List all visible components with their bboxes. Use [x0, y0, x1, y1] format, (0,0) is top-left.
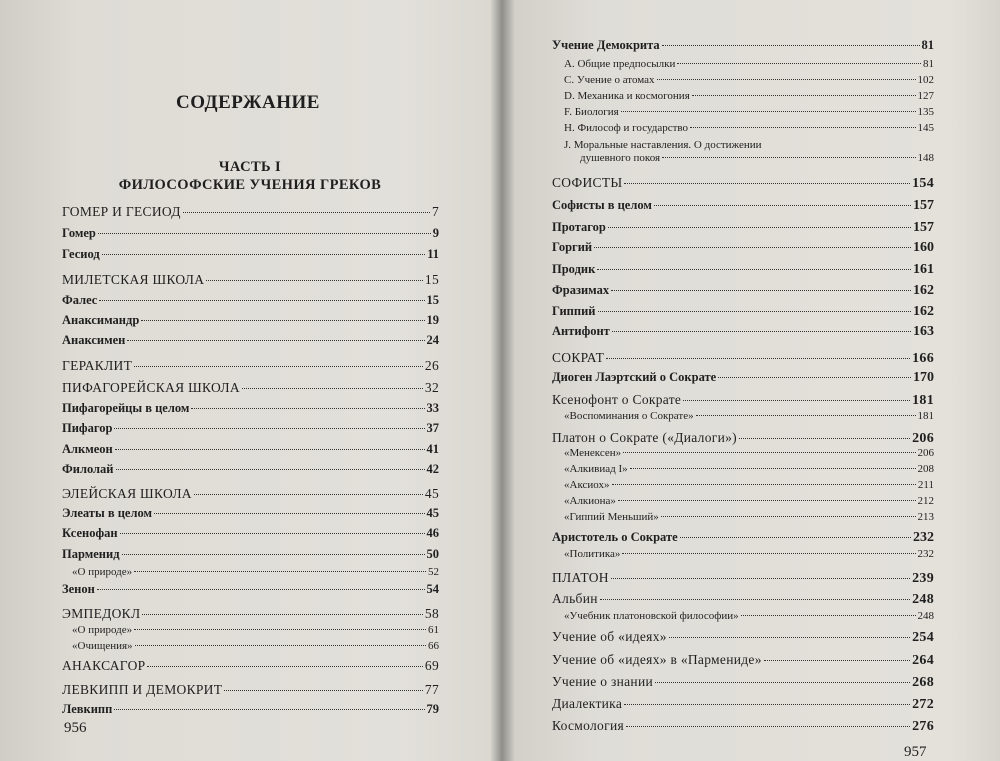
toc-entry: ГЕРАКЛИТ 26 — [62, 358, 439, 373]
toc-entry: Фразимах 162 — [552, 283, 934, 298]
toc-entry: ЛЕВКИПП И ДЕМОКРИТ 77 — [62, 682, 439, 697]
toc-entry: H. Философ и государство 145 — [564, 122, 934, 134]
toc-entry: Филолай 42 — [62, 462, 439, 476]
toc-entry-multiline: J. Моральные наставления. О достижении — [564, 139, 762, 151]
toc-entry: Диоген Лаэртский о Сократе 170 — [552, 370, 934, 385]
toc-entry: Фалес 15 — [62, 293, 439, 307]
part-title: ФИЛОСОФСКИЕ УЧЕНИЯ ГРЕКОВ — [118, 177, 382, 193]
toc-entry: Элеаты в целом 45 — [62, 506, 439, 520]
toc-entry: СОКРАТ 166 — [552, 350, 934, 366]
toc-entry: Ксенофонт о Сократе 181 — [552, 392, 934, 408]
toc-entry: «Гиппий Меньший» 213 — [564, 511, 934, 523]
toc-entry: Ксенофан 46 — [62, 526, 439, 540]
toc-entry: Софисты в целом 157 — [552, 198, 934, 213]
part-number: ЧАСТЬ I — [218, 159, 282, 175]
part-heading — [60, 158, 440, 194]
toc-entry: Парменид 50 — [62, 547, 439, 561]
toc-entry: Анаксимен 24 — [62, 333, 439, 347]
toc-entry: Пифагорейцы в целом 33 — [62, 401, 439, 415]
toc-entry: C. Учение о атомах 102 — [564, 74, 934, 86]
toc-entry: Гомер 9 — [62, 226, 439, 240]
toc-entry: душевного покоя 148 — [580, 152, 934, 164]
toc-entry: D. Механика и космогония 127 — [564, 90, 934, 102]
toc-entry: «Менексен» 206 — [564, 447, 934, 459]
toc-entry: «Очищения» 66 — [72, 640, 439, 652]
toc-entry: Учение о знании 268 — [552, 674, 934, 690]
toc-entry: «О природе» 61 — [72, 624, 439, 636]
toc-entry: «Алкиона» 212 — [564, 495, 934, 507]
toc-entry: Космология 276 — [552, 718, 934, 734]
toc-entry: ЭМПЕДОКЛ 58 — [62, 606, 439, 621]
toc-entry: Горгий 160 — [552, 240, 934, 255]
toc-entry: Алкмеон 41 — [62, 442, 439, 456]
toc-entry: «Политика» 232 — [564, 548, 934, 560]
toc-entry: ПИФАГОРЕЙСКАЯ ШКОЛА 32 — [62, 380, 439, 395]
toc-entry: Зенон 54 — [62, 582, 439, 596]
page-number: 956 — [64, 720, 87, 736]
toc-entry: ЭЛЕЙСКАЯ ШКОЛА 45 — [62, 486, 439, 501]
toc-entry: ГОМЕР И ГЕСИОД 7 — [62, 204, 439, 219]
toc-entry: Платон о Сократе («Диалоги») 206 — [552, 430, 934, 446]
toc-entry: Продик 161 — [552, 262, 934, 277]
toc-entry: «Учебник платоновской философии» 248 — [564, 610, 934, 622]
toc-entry: «Воспоминания о Сократе» 181 — [564, 410, 934, 422]
toc-entry: ПЛАТОН 239 — [552, 570, 934, 586]
toc-entry: МИЛЕТСКАЯ ШКОЛА 15 — [62, 272, 439, 287]
toc-entry: «Аксиох» 211 — [564, 479, 934, 491]
toc-entry: Учение Демокрита 81 — [552, 38, 934, 52]
toc-entry: A. Общие предпосылки 81 — [564, 58, 934, 70]
toc-entry: Альбин 248 — [552, 591, 934, 607]
toc-entry: АНАКСАГОР 69 — [62, 658, 439, 673]
toc-entry: Анаксимандр 19 — [62, 313, 439, 327]
toc-entry: СОФИСТЫ 154 — [552, 175, 934, 191]
toc-entry: Учение об «идеях» 254 — [552, 629, 934, 645]
toc-entry: Аристотель о Сократе 232 — [552, 530, 934, 545]
toc-entry: «Алкивиад I» 208 — [564, 463, 934, 475]
toc-entry: Антифонт 163 — [552, 324, 934, 339]
toc-entry: Пифагор 37 — [62, 421, 439, 435]
page-title: СОДЕРЖАНИЕ — [176, 92, 320, 113]
toc-entry: «О природе» 52 — [72, 566, 439, 578]
toc-entry: F. Биология 135 — [564, 106, 934, 118]
toc-entry: Учение об «идеях» в «Пармениде» 264 — [552, 652, 934, 668]
toc-entry: Диалектика 272 — [552, 696, 934, 712]
toc-entry: Левкипп 79 — [62, 702, 439, 716]
toc-entry: Гиппий 162 — [552, 304, 934, 319]
page-number: 957 — [904, 744, 927, 760]
toc-entry: Гесиод 11 — [62, 247, 439, 261]
toc-entry: Протагор 157 — [552, 220, 934, 235]
